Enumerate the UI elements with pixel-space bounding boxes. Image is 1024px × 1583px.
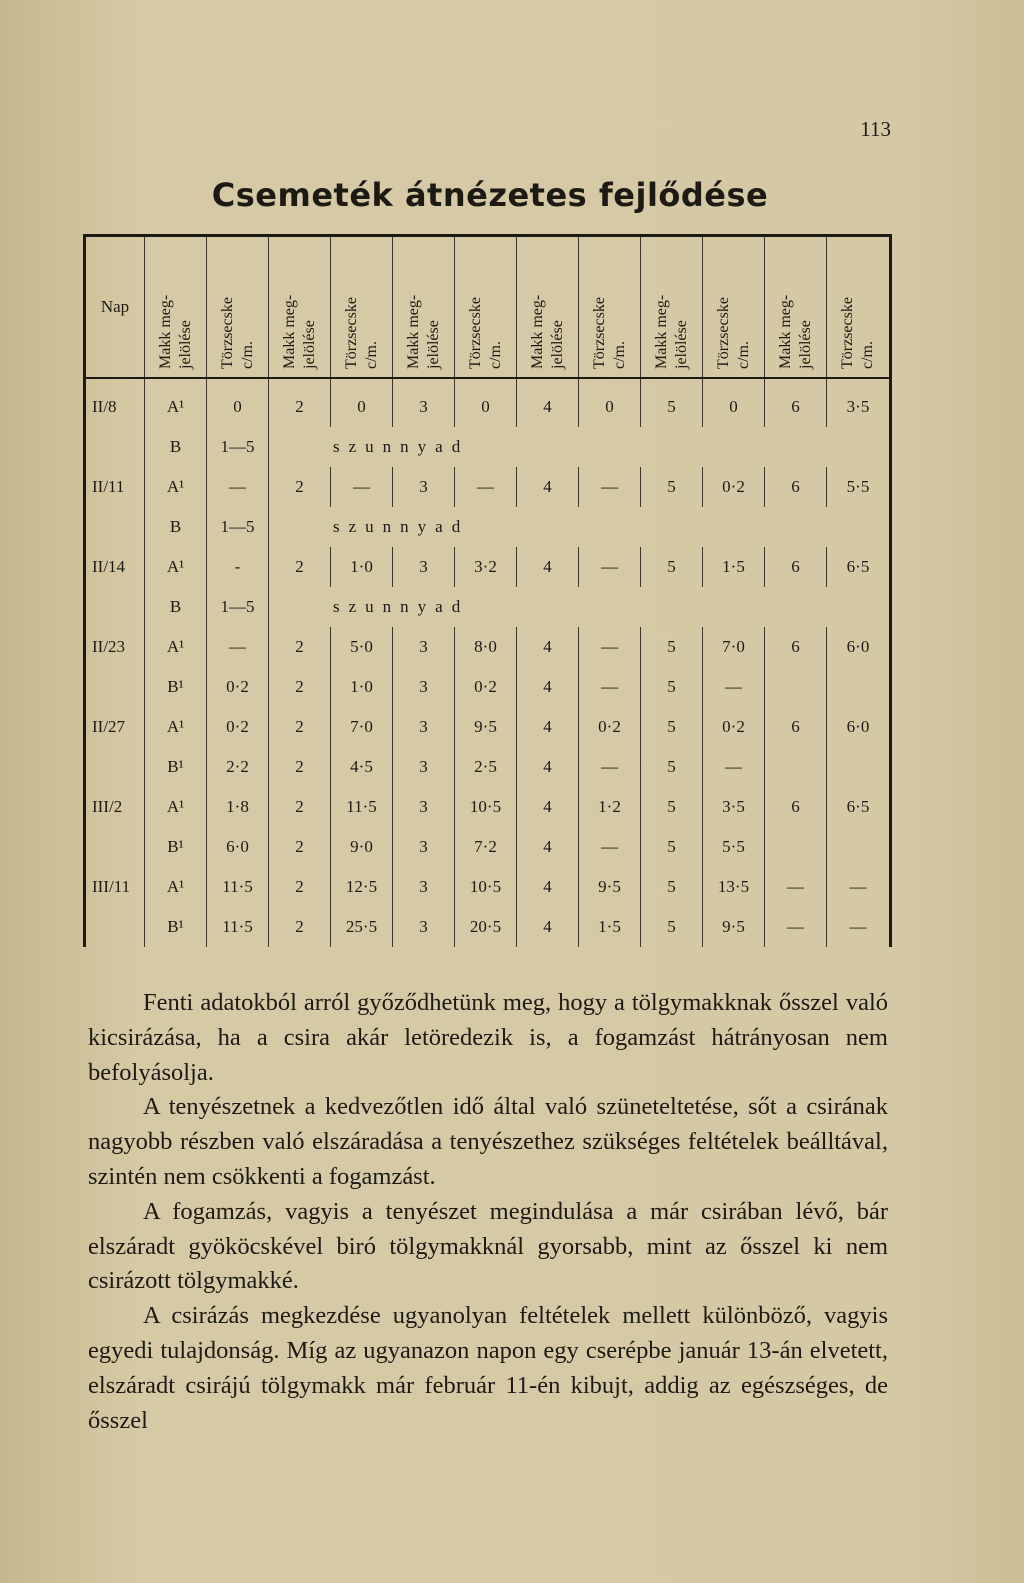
table-cell: 3 bbox=[393, 667, 455, 707]
row-day-cell: II/14 bbox=[85, 547, 145, 587]
table-cell: 5·0 bbox=[331, 627, 393, 667]
table-cell: 2 bbox=[269, 627, 331, 667]
table-cell: 0 bbox=[455, 378, 517, 427]
table-cell: 5·5 bbox=[703, 827, 765, 867]
table-cell: 3 bbox=[393, 547, 455, 587]
table-cell: 1·8 bbox=[207, 787, 269, 827]
page-number: 113 bbox=[860, 117, 891, 141]
table-cell: — bbox=[765, 907, 827, 947]
table-cell: 1·0 bbox=[331, 667, 393, 707]
row-day-cell bbox=[85, 747, 145, 787]
table-cell: 6 bbox=[765, 467, 827, 507]
table-cell: 5 bbox=[641, 787, 703, 827]
table-cell: — bbox=[579, 827, 641, 867]
table-cell: 4 bbox=[517, 787, 579, 827]
table-cell: 3·5 bbox=[703, 787, 765, 827]
dormant-span-cell: szunnyad bbox=[269, 427, 891, 467]
row-day-cell bbox=[85, 667, 145, 707]
table-cell: 4 bbox=[517, 378, 579, 427]
table-cell: A¹ bbox=[145, 627, 207, 667]
table-cell: B bbox=[145, 507, 207, 547]
table-row bbox=[85, 747, 891, 787]
table-cell: 5 bbox=[641, 627, 703, 667]
table-cell: B bbox=[145, 427, 207, 467]
column-header bbox=[827, 236, 891, 379]
row-day-cell: II/23 bbox=[85, 627, 145, 667]
table-cell: 3 bbox=[393, 787, 455, 827]
table-cell: 13·5 bbox=[703, 867, 765, 907]
table-cell: 2 bbox=[269, 907, 331, 947]
table-cell: 3 bbox=[393, 627, 455, 667]
table-cell: 4 bbox=[517, 747, 579, 787]
column-header-label: Makk meg- jelölése bbox=[652, 294, 690, 369]
table-cell bbox=[827, 667, 891, 707]
row-day-cell bbox=[85, 587, 145, 627]
column-header-label: Törzsecske c/m. bbox=[839, 297, 876, 369]
table-cell: 2·2 bbox=[207, 747, 269, 787]
seedling-development-table bbox=[83, 234, 892, 947]
table-cell: 2 bbox=[269, 787, 331, 827]
table-cell: — bbox=[579, 547, 641, 587]
column-header bbox=[455, 236, 517, 379]
table-row bbox=[85, 378, 891, 427]
table-cell: 3·2 bbox=[455, 547, 517, 587]
row-day-cell: III/11 bbox=[85, 867, 145, 907]
column-header bbox=[517, 236, 579, 379]
table-row bbox=[85, 707, 891, 747]
table-cell: 11·5 bbox=[207, 907, 269, 947]
table-cell: — bbox=[827, 907, 891, 947]
column-header-label: Nap bbox=[100, 297, 130, 316]
table-cell: B¹ bbox=[145, 907, 207, 947]
column-header-label: Makk meg- jelölése bbox=[776, 294, 814, 369]
paragraph: A fogamzás, vagyis a tenyészet megindulása a már csirában lévő, bár elszáradt gyököcskével biró tölgymakknál gyorsabb, mint az ősszel ki nem csirázott tölgymakké. bbox=[88, 1197, 888, 1295]
table-cell: 7·0 bbox=[703, 627, 765, 667]
table-cell: 12·5 bbox=[331, 867, 393, 907]
row-day-cell: II/27 bbox=[85, 707, 145, 747]
table-cell: — bbox=[703, 747, 765, 787]
table-cell: 4·5 bbox=[331, 747, 393, 787]
table-cell: — bbox=[827, 867, 891, 907]
table-cell bbox=[827, 747, 891, 787]
table-cell: 3 bbox=[393, 747, 455, 787]
table-cell: 4 bbox=[517, 627, 579, 667]
table-cell: 6·0 bbox=[827, 627, 891, 667]
column-header bbox=[331, 236, 393, 379]
table-cell: — bbox=[207, 627, 269, 667]
row-day-cell bbox=[85, 507, 145, 547]
table-cell: — bbox=[579, 627, 641, 667]
table-cell: 0·2 bbox=[703, 467, 765, 507]
column-header-label: Makk meg- jelölése bbox=[156, 294, 194, 369]
table-cell: 9·5 bbox=[703, 907, 765, 947]
table-row bbox=[85, 627, 891, 667]
table-cell: 2 bbox=[269, 547, 331, 587]
table-cell: B¹ bbox=[145, 747, 207, 787]
table-cell bbox=[765, 827, 827, 867]
table-cell: 9·5 bbox=[579, 867, 641, 907]
column-header-label: Törzsecske c/m. bbox=[342, 297, 380, 369]
table-row bbox=[85, 507, 891, 547]
table-cell: 2 bbox=[269, 867, 331, 907]
table-cell: 5·5 bbox=[827, 467, 891, 507]
table-cell: 3 bbox=[393, 907, 455, 947]
table-cell: 3 bbox=[393, 827, 455, 867]
table-cell: 5 bbox=[641, 867, 703, 907]
table-cell: 6·0 bbox=[207, 827, 269, 867]
table-cell: 5 bbox=[641, 547, 703, 587]
table-cell: 5 bbox=[641, 467, 703, 507]
table-cell: B¹ bbox=[145, 827, 207, 867]
table-cell: — bbox=[207, 467, 269, 507]
table-cell: A¹ bbox=[145, 867, 207, 907]
column-header-label: Törzsecske c/m. bbox=[218, 297, 256, 369]
table-cell: 4 bbox=[517, 707, 579, 747]
table-cell: 9·0 bbox=[331, 827, 393, 867]
table-cell: 10·5 bbox=[455, 787, 517, 827]
column-header-label: Törzsecske c/m. bbox=[714, 297, 752, 369]
table-cell: 4 bbox=[517, 907, 579, 947]
table-cell: A¹ bbox=[145, 378, 207, 427]
seedling-table-wrap bbox=[83, 234, 891, 952]
table-cell: 4 bbox=[517, 547, 579, 587]
table-cell: 3·5 bbox=[827, 378, 891, 427]
dormant-span-cell: szunnyad bbox=[269, 587, 891, 627]
table-cell: 11·5 bbox=[331, 787, 393, 827]
table-row bbox=[85, 427, 891, 467]
table-cell: 2 bbox=[269, 747, 331, 787]
dormant-span-cell: szunnyad bbox=[269, 507, 891, 547]
table-cell: 2 bbox=[269, 827, 331, 867]
table-cell: 2·5 bbox=[455, 747, 517, 787]
table-cell: 5 bbox=[641, 907, 703, 947]
column-header bbox=[641, 236, 703, 379]
table-cell: — bbox=[579, 747, 641, 787]
table-cell: — bbox=[765, 867, 827, 907]
table-cell: 1·5 bbox=[703, 547, 765, 587]
paragraph: A tenyészetnek a kedvezőtlen idő által való szüneteltetése, sőt a csirának nagyobb részben való elszáradása a tenyészethez szükséges feltételek beálltával, szintén nem csökkenti a fogamzást. bbox=[88, 1093, 888, 1190]
table-cell bbox=[765, 747, 827, 787]
table-cell: A¹ bbox=[145, 547, 207, 587]
table-cell: 5 bbox=[641, 827, 703, 867]
column-header-label: Makk meg- jelölése bbox=[404, 294, 442, 369]
table-cell: 4 bbox=[517, 827, 579, 867]
table-cell: 6 bbox=[765, 627, 827, 667]
row-day-cell bbox=[85, 427, 145, 467]
table-cell: — bbox=[579, 667, 641, 707]
table-cell: 6·0 bbox=[827, 707, 891, 747]
column-header-label: Makk meg- jelölése bbox=[280, 294, 318, 369]
table-cell: 20·5 bbox=[455, 907, 517, 947]
column-header-label: Törzsecske c/m. bbox=[466, 297, 504, 369]
table-row bbox=[85, 827, 891, 867]
table-cell: 0·2 bbox=[455, 667, 517, 707]
row-day-cell: II/8 bbox=[85, 378, 145, 427]
table-cell: 1—5 bbox=[207, 427, 269, 467]
table-cell: 5 bbox=[641, 378, 703, 427]
page-title: Csemeték átnézetes fejlődése bbox=[211, 176, 769, 214]
table-row bbox=[85, 867, 891, 907]
table-row bbox=[85, 667, 891, 707]
table-cell: 5 bbox=[641, 667, 703, 707]
column-header-nap bbox=[85, 236, 145, 379]
table-cell: — bbox=[579, 467, 641, 507]
table-cell: A¹ bbox=[145, 467, 207, 507]
table-cell: 1·2 bbox=[579, 787, 641, 827]
table-cell: 0·2 bbox=[207, 707, 269, 747]
table-cell: A¹ bbox=[145, 707, 207, 747]
table-cell: 6·5 bbox=[827, 787, 891, 827]
table-cell: 0 bbox=[207, 378, 269, 427]
table-cell: 5 bbox=[641, 747, 703, 787]
table-cell: 6 bbox=[765, 378, 827, 427]
paragraph: A csirázás megkezdése ugyanolyan feltételek mellett különböző, vagyis egyedi tulajdonság. Míg az ugyanazon napon egy cserépbe január 13-án elvetett, elszáradt csirájú tölgymakk már február 11-én kibujt, addig az egészséges, de ősszel bbox=[88, 1302, 888, 1434]
column-header bbox=[393, 236, 455, 379]
table-cell: 2 bbox=[269, 467, 331, 507]
table-cell: 7·0 bbox=[331, 707, 393, 747]
row-day-cell: III/2 bbox=[85, 787, 145, 827]
table-cell: — bbox=[703, 667, 765, 707]
row-day-cell bbox=[85, 907, 145, 947]
paragraph: Fenti adatokból arról győződhetünk meg, hogy a tölgymakknak ősszel való kicsirázása, ha a csira akár letöredezik is, a fogamzást hátrányosan nem befolyásolja. bbox=[88, 989, 888, 1086]
column-header bbox=[145, 236, 207, 379]
table-cell: 3 bbox=[393, 467, 455, 507]
table-row bbox=[85, 907, 891, 947]
table-row bbox=[85, 467, 891, 507]
table-cell: 1·0 bbox=[331, 547, 393, 587]
table-cell: 2 bbox=[269, 667, 331, 707]
column-header bbox=[269, 236, 331, 379]
column-header bbox=[579, 236, 641, 379]
table-cell: 11·5 bbox=[207, 867, 269, 907]
table-cell: 0·2 bbox=[207, 667, 269, 707]
table-cell: 3 bbox=[393, 867, 455, 907]
table-cell: 0·2 bbox=[703, 707, 765, 747]
column-header-label: Makk meg- jelölése bbox=[528, 294, 566, 369]
table-cell: 6 bbox=[765, 547, 827, 587]
table-cell: 0 bbox=[331, 378, 393, 427]
table-cell: 3 bbox=[393, 707, 455, 747]
table-cell: 4 bbox=[517, 667, 579, 707]
table-body bbox=[85, 378, 891, 947]
table-row bbox=[85, 547, 891, 587]
table-cell: 9·5 bbox=[455, 707, 517, 747]
table-cell: 4 bbox=[517, 467, 579, 507]
table-cell: 5 bbox=[641, 707, 703, 747]
row-day-cell: II/11 bbox=[85, 467, 145, 507]
table-cell: 8·0 bbox=[455, 627, 517, 667]
table-row bbox=[85, 587, 891, 627]
table-row bbox=[85, 787, 891, 827]
table-cell: — bbox=[331, 467, 393, 507]
body-text bbox=[88, 986, 888, 1438]
table-cell: 2 bbox=[269, 707, 331, 747]
table-cell: 0 bbox=[703, 378, 765, 427]
table-cell bbox=[765, 667, 827, 707]
table-cell: 0 bbox=[579, 378, 641, 427]
table-cell: 1—5 bbox=[207, 587, 269, 627]
table-header-row bbox=[85, 236, 891, 379]
table-cell: - bbox=[207, 547, 269, 587]
table-cell: 6·5 bbox=[827, 547, 891, 587]
column-header bbox=[207, 236, 269, 379]
table-cell: 25·5 bbox=[331, 907, 393, 947]
column-header bbox=[765, 236, 827, 379]
table-cell: 3 bbox=[393, 378, 455, 427]
table-cell bbox=[827, 827, 891, 867]
column-header-label: Törzsecske c/m. bbox=[590, 297, 628, 369]
table-cell: 6 bbox=[765, 707, 827, 747]
table-cell: 0·2 bbox=[579, 707, 641, 747]
row-day-cell bbox=[85, 827, 145, 867]
table-cell: 2 bbox=[269, 378, 331, 427]
table-cell: — bbox=[455, 467, 517, 507]
table-cell: B bbox=[145, 587, 207, 627]
table-cell: A¹ bbox=[145, 787, 207, 827]
table-cell: 6 bbox=[765, 787, 827, 827]
table-cell: 1—5 bbox=[207, 507, 269, 547]
table-cell: 7·2 bbox=[455, 827, 517, 867]
table-cell: 4 bbox=[517, 867, 579, 907]
column-header bbox=[703, 236, 765, 379]
table-cell: B¹ bbox=[145, 667, 207, 707]
table-cell: 1·5 bbox=[579, 907, 641, 947]
table-cell: 10·5 bbox=[455, 867, 517, 907]
